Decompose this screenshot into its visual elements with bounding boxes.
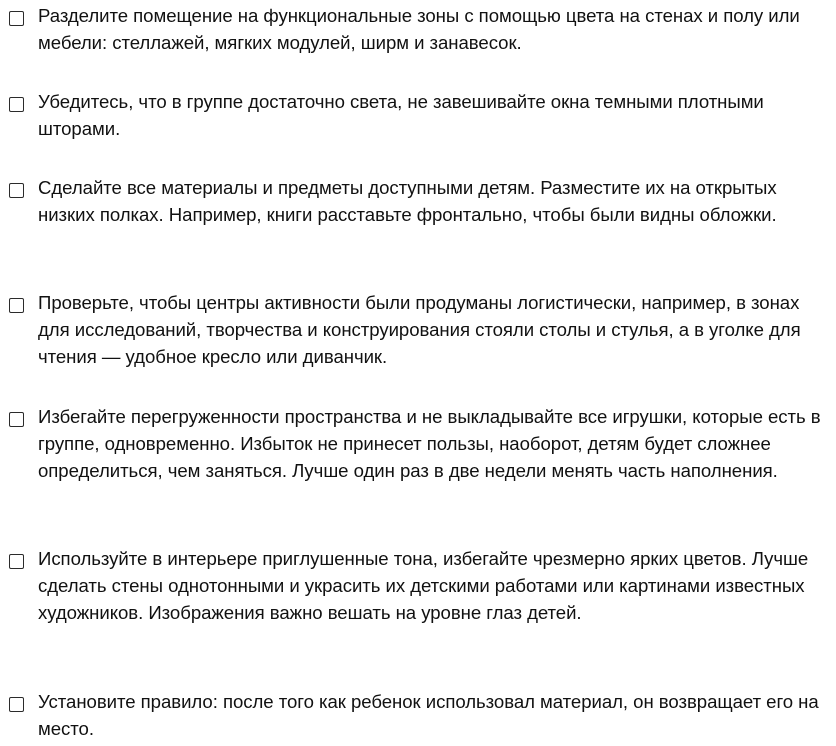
checkbox[interactable] bbox=[9, 697, 24, 712]
checklist-item bbox=[9, 88, 828, 142]
checklist-item bbox=[9, 2, 828, 56]
checkbox[interactable] bbox=[9, 554, 24, 569]
checklist-item-text: Установите правило: после того как ребенок использовал материал, он возвращает его на место. bbox=[38, 691, 819, 739]
checklist-item bbox=[9, 403, 828, 484]
checklist-item-text: Убедитесь, что в группе достаточно света, не завешивайте окна темными плотными шторами. bbox=[38, 91, 764, 139]
checklist-item-text: Проверьте, чтобы центры активности были продуманы логистически, например, в зонах для исследований, творчества и конструирования стояли столы и стулья, а в уголке для чтения — удобное кресло или диванчик. bbox=[38, 292, 801, 367]
checkbox[interactable] bbox=[9, 412, 24, 427]
checklist-item-text: Сделайте все материалы и предметы доступными детям. Разместите их на открытых низких полках. Например, книги расставьте фронтально, чтобы были видны обложки. bbox=[38, 177, 777, 225]
checkbox[interactable] bbox=[9, 183, 24, 198]
checkbox[interactable] bbox=[9, 97, 24, 112]
checklist-item bbox=[9, 289, 828, 370]
checklist-item bbox=[9, 174, 828, 228]
checklist-item bbox=[9, 688, 828, 742]
checklist-item-text: Используйте в интерьере приглушенные тона, избегайте чрезмерно ярких цветов. Лучше сделать стены однотонными и украсить их детскими работами или картинами известных художников. Изображения важно вешать на уровне глаз детей. bbox=[38, 548, 809, 623]
checklist-item-text: Разделите помещение на функциональные зоны с помощью цвета на стенах и полу или мебели: стеллажей, мягких модулей, ширм и занавесок. bbox=[38, 5, 800, 53]
checklist-item bbox=[9, 545, 828, 626]
checklist-item-text: Избегайте перегруженности пространства и не выкладывайте все игрушки, которые есть в группе, одновременно. Избыток не принесет пользы, наоборот, детям будет сложнее определиться, чем заняться. Лучше один раз в две недели менять часть наполнения. bbox=[38, 406, 821, 481]
checkbox[interactable] bbox=[9, 298, 24, 313]
checkbox[interactable] bbox=[9, 11, 24, 26]
